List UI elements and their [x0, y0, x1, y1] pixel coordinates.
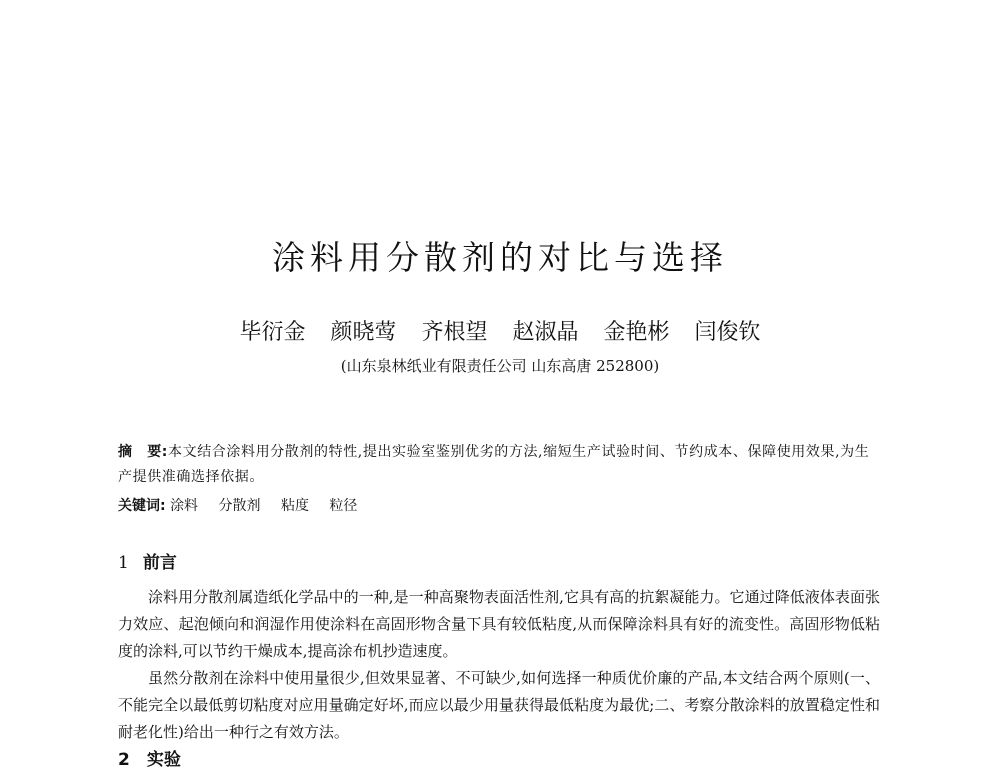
- author-list: [0, 318, 1000, 348]
- abstract: [118, 440, 878, 490]
- section-heading-next: 2 实验: [118, 750, 181, 770]
- section-body: [118, 584, 880, 746]
- section-heading: [118, 551, 177, 575]
- author-name: 赵淑晶: [512, 320, 579, 345]
- abstract-label: 摘 要:: [118, 444, 168, 460]
- body-paragraph: 虽然分散剂在涂料中使用量很少,但效果显著、不可缺少,如何选择一种质优价廉的产品,本文结合两个原则(一、不能完全以最低剪切粘度对应用量确定好坏,而应以最少用量获得最低粘度为最优;二、考察分散涂料的放置稳定性和耐老化性)给出一种行之有效方法。: [118, 669, 880, 741]
- author-name: 金艳彬: [603, 320, 670, 345]
- author-name: 齐根望: [421, 320, 488, 345]
- author-name: 闫俊钦: [694, 320, 761, 345]
- keyword: 涂料: [170, 498, 199, 514]
- keyword: 粘度: [280, 498, 309, 514]
- author-name: 颜晓莺: [330, 320, 397, 345]
- affiliation: (山东泉林纸业有限责任公司 山东高唐 252800): [340, 357, 660, 375]
- section-title: 前言: [142, 553, 177, 573]
- keyword: 分散剂: [218, 498, 261, 514]
- keywords: [118, 494, 373, 518]
- keyword: 粒径: [329, 498, 358, 514]
- abstract-text: 本文结合涂料用分散剂的特性,提出实验室鉴别优劣的方法,缩短生产试验时间、节约成本、保障使用效果,为生产提供准确选择依据。: [118, 444, 870, 485]
- keywords-label: 关键词:: [118, 498, 166, 514]
- section-number: 1: [118, 553, 129, 573]
- body-paragraph: 涂料用分散剂属造纸化学品中的一种,是一种高聚物表面活性剂,它具有高的抗絮凝能力。它通过降低液体表面张力效应、起泡倾向和润湿作用使涂料在高固形物含量下具有较低粘度,从而保障涂料具有好的流变性。高固形物低粘度的涂料,可以节约干燥成本,提高涂布机抄造速度。: [118, 588, 880, 660]
- author-name: 毕衍金: [239, 320, 306, 345]
- paper-title: 涂料用分散剂的对比与选择: [272, 238, 728, 277]
